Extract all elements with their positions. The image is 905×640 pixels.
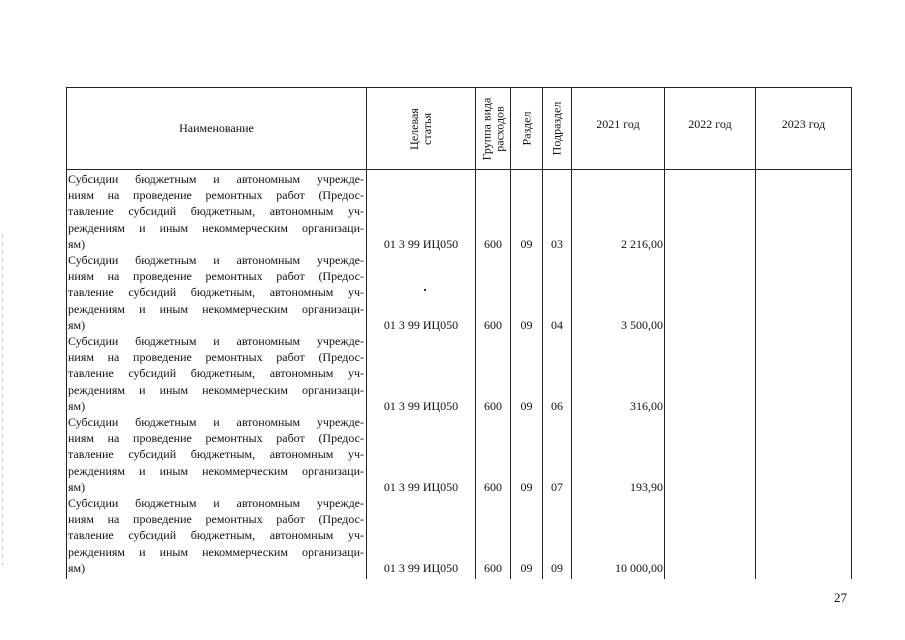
name-line: реждениям и иным некоммерческим организаци- [68, 382, 364, 397]
name-line: ниям на проведение ремонтных работ (Предос- [68, 269, 364, 284]
scan-edge-mark [2, 235, 3, 565]
name-line: ниям на проведение ремонтных работ (Предос- [68, 188, 364, 203]
name-line: Субсидии бюджетным и автономным учрежде- [68, 415, 364, 429]
cell-name [68, 171, 364, 252]
name-line: ям) [68, 560, 86, 575]
header-year-2022: 2022 год [688, 117, 732, 131]
name-line: ям) [68, 317, 86, 332]
cell-expense-group: 600 [484, 560, 502, 575]
name-line: ниям на проведение ремонтных работ (Предос- [68, 512, 364, 527]
header-bottom-border [66, 169, 852, 170]
name-line: ям) [68, 398, 86, 413]
name-line: ям) [68, 236, 86, 251]
cell-subsection: 04 [551, 317, 563, 332]
header-year-2021: 2021 год [596, 117, 640, 131]
cell-name [68, 252, 364, 333]
name-line: тавление субсидий бюджетным, автономным уч- [68, 204, 364, 219]
cell-target-article: 01 3 99 ИЦ050 [383, 317, 459, 332]
cell-name [68, 414, 364, 495]
cell-expense-group: 600 [484, 236, 502, 251]
header-target-article: Целевая статья [406, 107, 434, 150]
cell-expense-group: 600 [484, 398, 502, 413]
name-line: тавление субсидий бюджетным, автономным уч- [68, 447, 364, 462]
cell-subsection: 06 [551, 398, 563, 413]
name-line: реждениям и иным некоммерческим организаци- [68, 301, 364, 316]
cell-year-2021: 3 500,00 [621, 317, 663, 332]
cell-year-2021: 2 216,00 [621, 236, 663, 251]
header-name: Наименование [179, 121, 254, 135]
name-line: ниям на проведение ремонтных работ (Предос- [68, 431, 364, 446]
name-line: Субсидии бюджетным и автономным учрежде- [68, 334, 364, 348]
name-line: реждениям и иным некоммерческим организаци- [68, 220, 364, 235]
name-line: тавление субсидий бюджетным, автономным уч- [68, 366, 364, 381]
header-year-2023: 2023 год [781, 117, 826, 131]
name-line: тавление субсидий бюджетным, автономным уч- [68, 285, 364, 300]
cell-section: 09 [520, 479, 533, 494]
cell-subsection: 09 [551, 560, 563, 575]
cell-name [68, 495, 364, 576]
cell-expense-group: 600 [484, 479, 502, 494]
name-line: ниям на проведение ремонтных работ (Предос- [68, 350, 364, 365]
budget-table [66, 87, 852, 579]
cell-section: 09 [520, 398, 533, 413]
cell-name [68, 333, 364, 414]
name-line: ям) [68, 479, 86, 494]
name-line: реждениям и иным некоммерческим организаци- [68, 463, 364, 478]
cell-target-article: 01 3 99 ИЦ050 [383, 236, 459, 251]
header-subsection: Подраздел [549, 101, 564, 156]
cell-subsection: 07 [551, 479, 563, 494]
cell-section: 09 [520, 236, 533, 251]
cell-expense-group: 600 [484, 317, 502, 332]
name-line: Субсидии бюджетным и автономным учрежде- [68, 253, 364, 267]
table-right-border [851, 87, 852, 579]
scan-speck [424, 289, 426, 291]
cell-target-article: 01 3 99 ИЦ050 [383, 560, 459, 575]
cell-target-article: 01 3 99 ИЦ050 [383, 479, 459, 494]
cell-subsection: 03 [551, 236, 563, 251]
cell-section: 09 [520, 317, 533, 332]
cell-year-2021: 193,90 [630, 479, 663, 494]
cell-section: 09 [520, 560, 533, 575]
name-line: Субсидии бюджетным и автономным учрежде- [68, 496, 364, 510]
name-line: Субсидии бюджетным и автономным учрежде- [68, 172, 364, 186]
header-expense-group: Группа вида расходов [479, 97, 506, 160]
name-line: тавление субсидий бюджетным, автономным уч- [68, 528, 364, 543]
cell-target-article: 01 3 99 ИЦ050 [383, 398, 459, 413]
cell-year-2021: 10 000,00 [615, 560, 663, 575]
header-section: Раздел [519, 111, 534, 146]
page-number: 27 [834, 590, 847, 605]
cell-year-2021: 316,00 [630, 398, 663, 413]
name-line: реждениям и иным некоммерческим организаци- [68, 544, 364, 559]
